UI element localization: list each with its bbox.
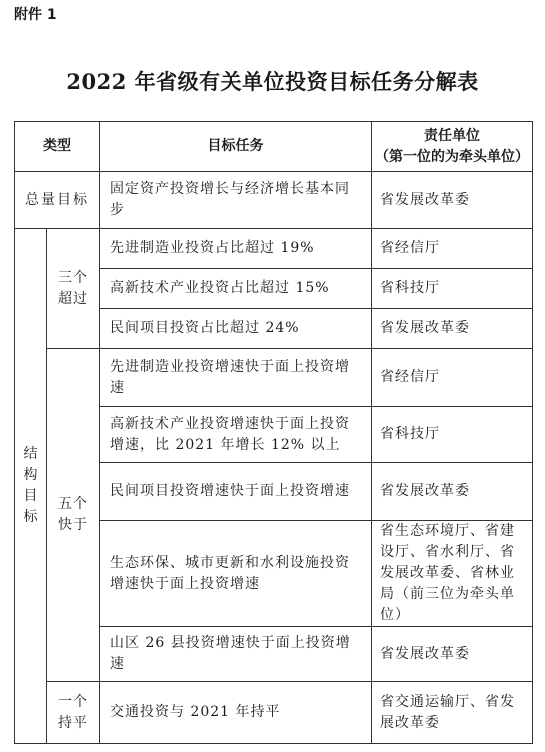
task-cell: 先进制造业投资增速快于面上投资增速: [100, 349, 372, 407]
task-cell: 先进制造业投资占比超过 19%: [100, 229, 372, 269]
header-unit-line2: （第一位的为牵头单位）: [375, 148, 529, 165]
target-table: [14, 121, 533, 744]
unit-cell: 省发展改革委: [372, 309, 533, 349]
attachment-label: 附件 1: [14, 7, 57, 23]
header-type: 类型: [15, 122, 100, 172]
table-header-row: [15, 122, 533, 172]
task-cell: 高新技术产业投资增速快于面上投资增速，比 2021 年增长 12% 以上: [100, 407, 372, 463]
category-total: 总量目标: [15, 172, 100, 229]
unit-cell: 省科技厅: [372, 269, 533, 309]
table-row: [15, 229, 533, 269]
task-cell: 生态环保、城市更新和水利设施投资增速快于面上投资增速: [100, 521, 372, 627]
group-label: 三个超过: [47, 229, 100, 349]
group-label: 五个快于: [47, 349, 100, 682]
table-row: [15, 172, 533, 229]
task-cell: 民间项目投资占比超过 24%: [100, 309, 372, 349]
header-unit: [372, 122, 533, 172]
table-row: [15, 682, 533, 744]
task-cell: 民间项目投资增速快于面上投资增速: [100, 463, 372, 521]
unit-cell: 省交通运输厅、省发展改革委: [372, 682, 533, 744]
table-row: [15, 349, 533, 407]
task-cell: 交通投资与 2021 年持平: [100, 682, 372, 744]
header-unit-line1: 责任单位: [424, 127, 480, 144]
unit-cell: 省生态环境厅、省建设厅、省水利厅、省发展改革委、省林业局（前三位为牵头单位）: [372, 521, 533, 627]
unit-cell: 省发展改革委: [372, 463, 533, 521]
header-task: 目标任务: [100, 122, 372, 172]
unit-cell: 省经信厅: [372, 349, 533, 407]
unit-cell: 省发展改革委: [372, 627, 533, 682]
task-cell: 固定资产投资增长与经济增长基本同步: [100, 172, 372, 229]
unit-cell: 省经信厅: [372, 229, 533, 269]
category-structure: 结构目标: [15, 229, 47, 744]
task-cell: 山区 26 县投资增速快于面上投资增速: [100, 627, 372, 682]
group-label: 一个持平: [47, 682, 100, 744]
unit-cell: 省科技厅: [372, 407, 533, 463]
page-title: 2022 年省级有关单位投资目标任务分解表: [66, 69, 479, 94]
unit-cell: 省发展改革委: [372, 172, 533, 229]
task-cell: 高新技术产业投资占比超过 15%: [100, 269, 372, 309]
